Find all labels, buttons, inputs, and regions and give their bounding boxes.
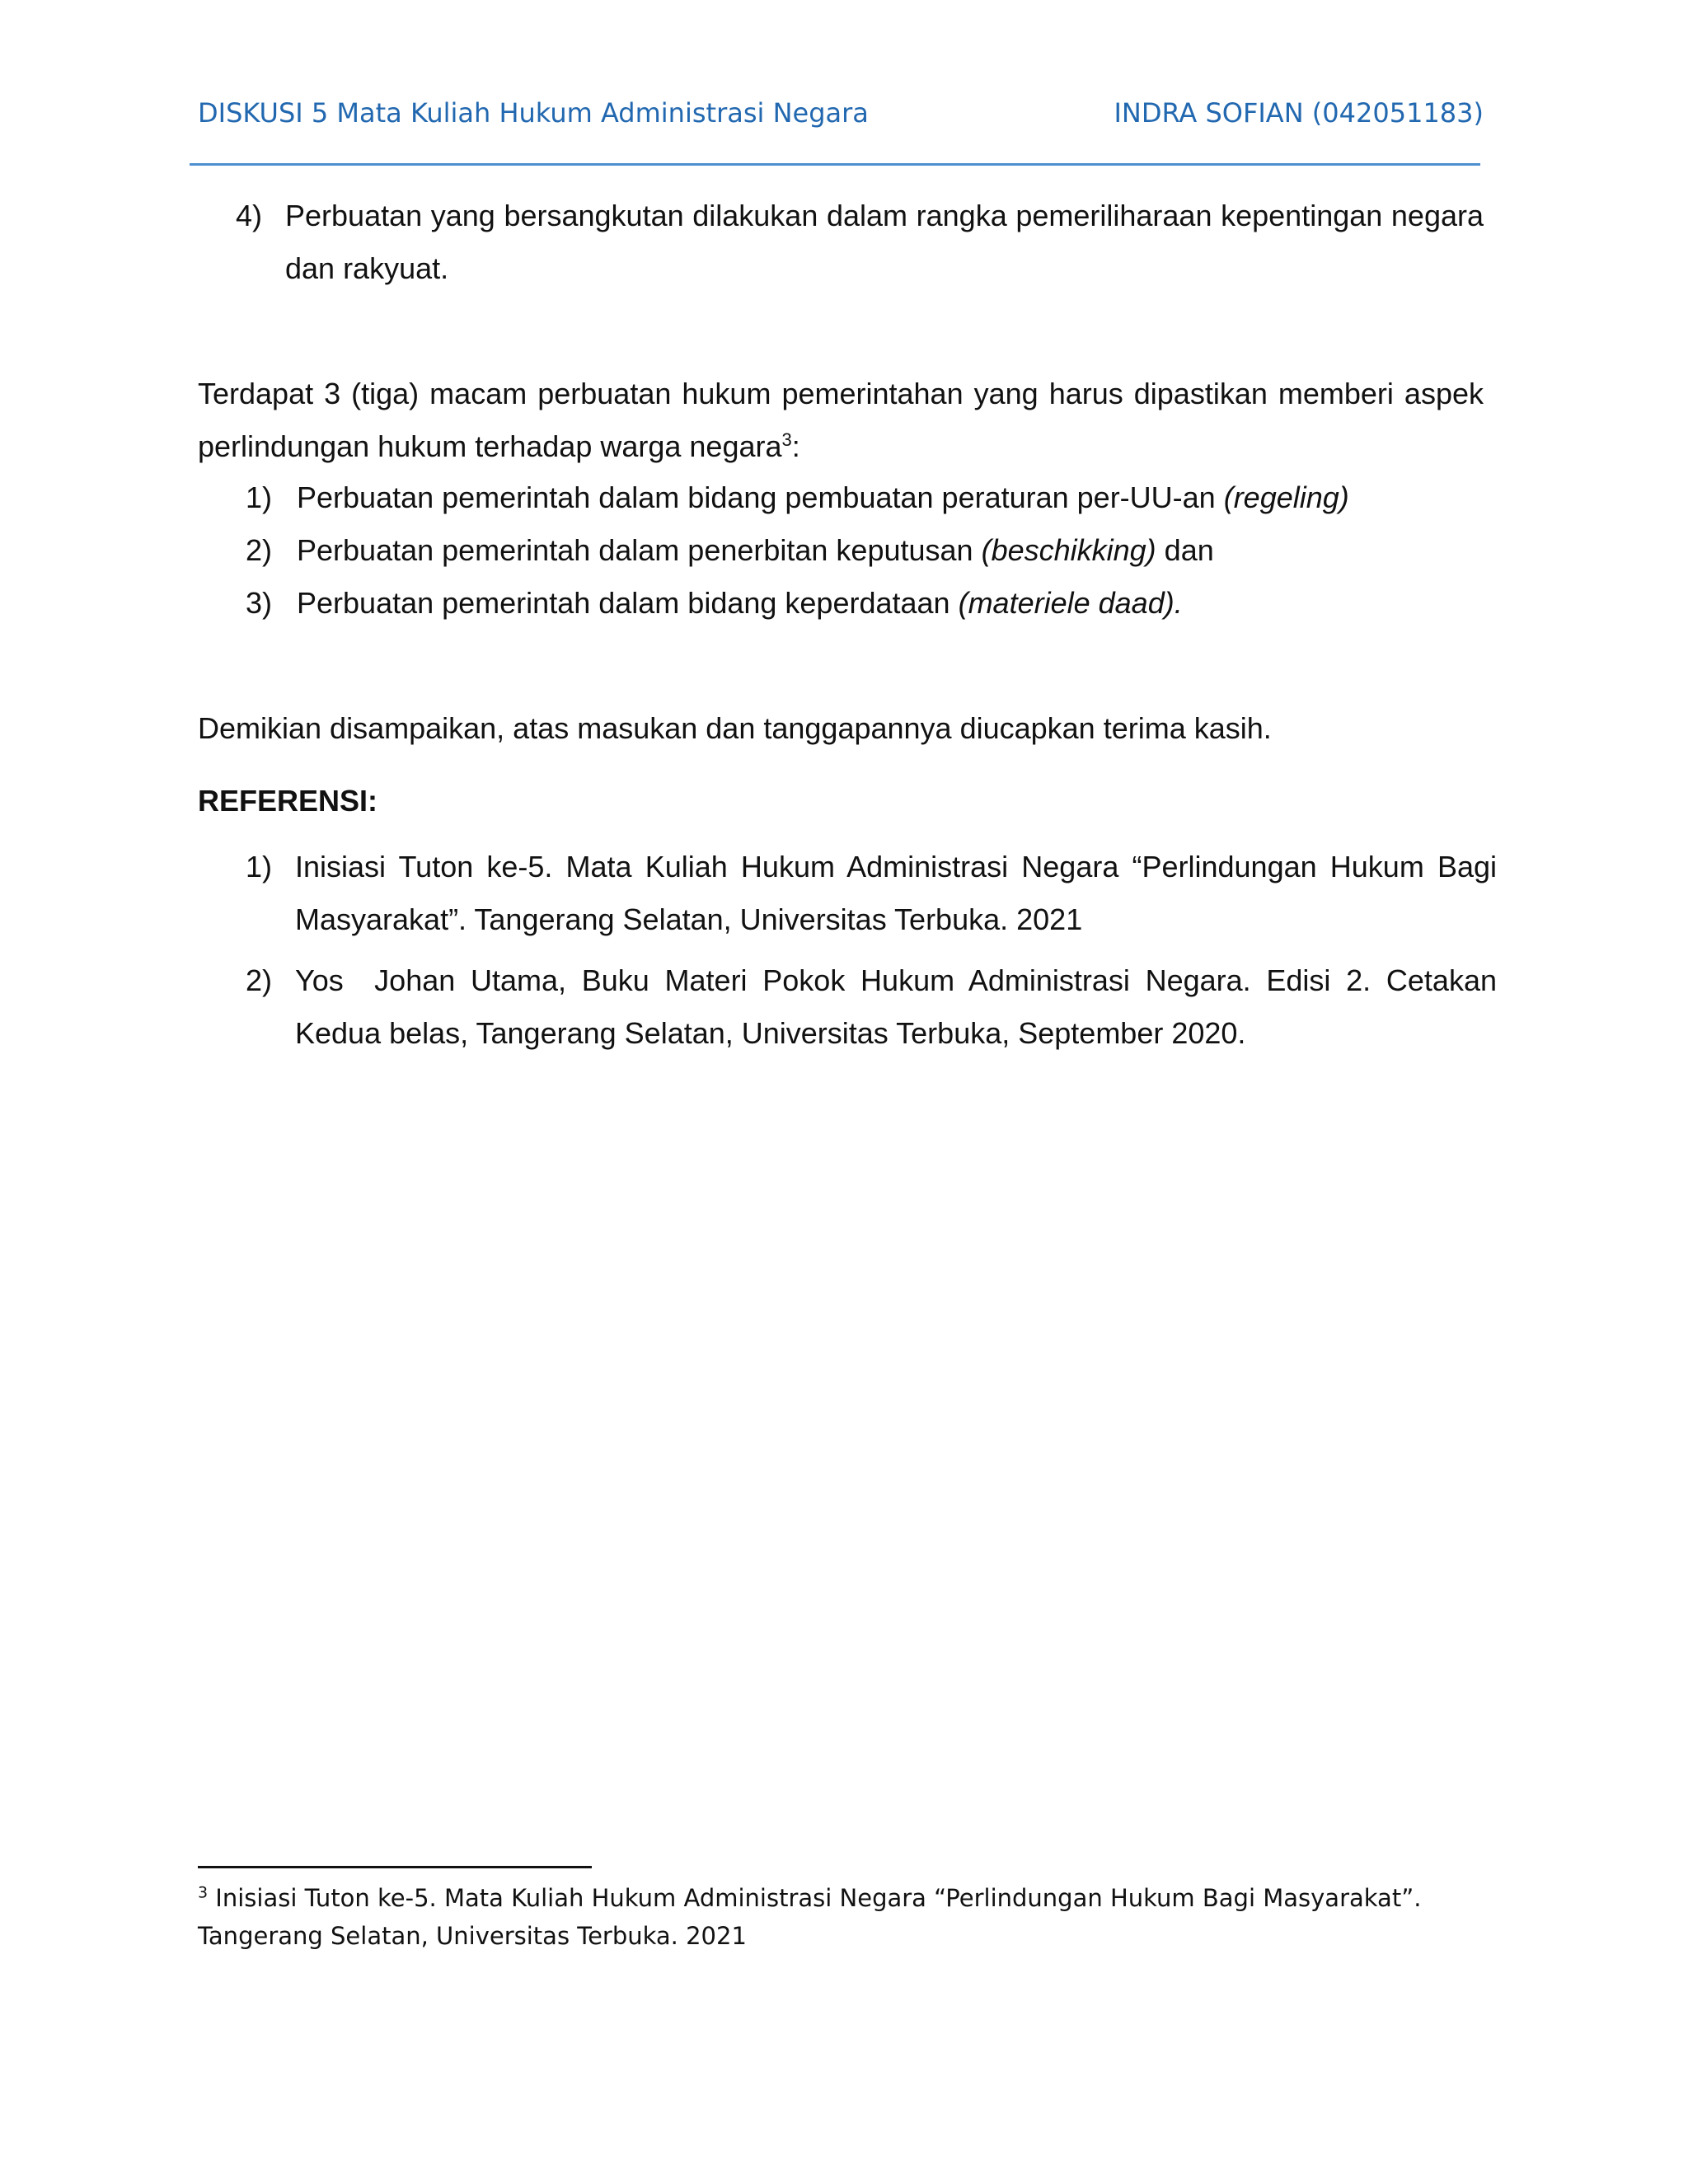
list-item-italic-term: (beschikking) [981, 533, 1156, 567]
list-item-text [297, 577, 1484, 630]
list-item [246, 471, 1484, 524]
header-divider [190, 163, 1480, 166]
list-item-number: 1) [246, 480, 273, 514]
footnote-text: Inisiasi Tuton ke-5. Mata Kuliah Hukum Administrasi Negara “Perlindungan Hukum Bagi Masyarakat”. Tangerang Selatan, Universitas Terbuka. 2021 [198, 1884, 1422, 1950]
list-item-text [297, 471, 1484, 524]
header-course-title: DISKUSI 5 Mata Kuliah Hukum Administrasi Negara [198, 97, 869, 129]
references-heading: REFERENSI: [198, 784, 378, 818]
list-item-text [297, 524, 1484, 577]
closing-paragraph: Demikian disampaikan, atas masukan dan tanggapannya diucapkan terima kasih. [198, 711, 1272, 745]
list-item-plain: Perbuatan pemerintah dalam penerbitan keputusan [297, 533, 982, 567]
list-item-number: 3) [246, 586, 273, 620]
list-item-italic-term: (regeling) [1223, 480, 1349, 514]
list-item-tail: dan [1156, 533, 1214, 567]
header-author: INDRA SOFIAN (042051183) [1114, 97, 1484, 129]
list-item-number: 4) [236, 199, 263, 232]
page-header [198, 97, 1484, 137]
footnote-separator [198, 1866, 592, 1868]
reference-number: 2) [246, 963, 273, 997]
list-item-plain: Perbuatan pemerintah dalam bidang pembuatan peraturan per-UU-an [297, 480, 1224, 514]
footnote [198, 1879, 1484, 1955]
intro-text: Terdapat 3 (tiga) macam perbuatan hukum pemerintahan yang harus dipastikan memberi aspek perlindungan hukum terhadap warga negara [198, 377, 1484, 463]
reference-number: 1) [246, 850, 273, 883]
reference-text: Inisiasi Tuton ke-5. Mata Kuliah Hukum Administrasi Negara “Perlindungan Hukum Bagi Masyarakat”. Tangerang Selatan, Universitas Terbuka. 2021 [295, 850, 1497, 936]
list-item [246, 524, 1484, 577]
list-item [236, 190, 1484, 295]
list-item-number: 2) [246, 533, 273, 567]
list-item-italic-term: (materiele daad). [958, 586, 1183, 620]
footnote-marker: 3 [198, 1883, 209, 1902]
list-item [246, 577, 1484, 630]
reference-item [246, 954, 1506, 1060]
footnote-reference[interactable]: 3 [781, 429, 792, 450]
reference-text: Yos Johan Utama, Buku Materi Pokok Hukum Administrasi Negara. Edisi 2. Cetakan Kedua belas, Tangerang Selatan, Universitas Terbuka, September 2020. [295, 963, 1506, 1050]
intro-suffix: : [791, 429, 800, 463]
reference-item [246, 841, 1497, 946]
list-item-plain: Perbuatan pemerintah dalam bidang keperdataan [297, 586, 959, 620]
list-item-text: Perbuatan yang bersangkutan dilakukan dalam rangka pemeriliharaan kepentingan negara dan rakyuat. [285, 199, 1484, 285]
intro-paragraph [198, 368, 1484, 473]
